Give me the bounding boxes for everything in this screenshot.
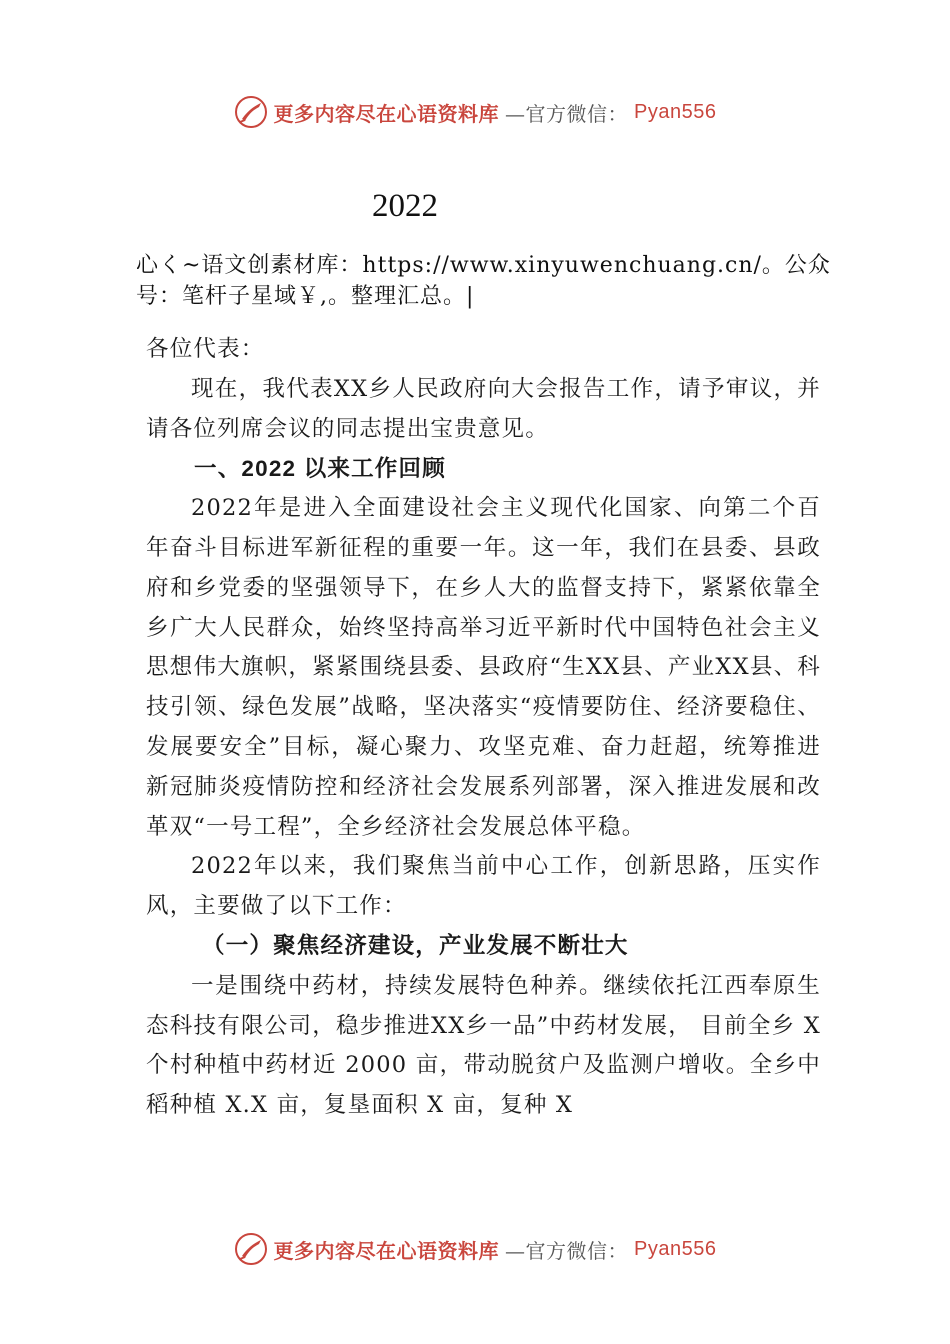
watermark-library-text: 更多内容尽在心语资料库: [273, 101, 500, 126]
paragraph-1: 2022年是进入全面建设社会主义现代化国家、向第二个百年奋斗目标进军新征程的重要一年。这一年，我们在县委、县政府和乡党委的坚强领导下，在乡人大的监督支持下，紧紧依靠全乡广大人民群众，始终坚持高举习近平新时代中国特色社会主义思想伟大旗帜，紧紧围绕县委、县政府“生XX县、产业XX县、科技引领、绿色发展”战略，坚决落实“疫情要防住、经济要稳住、发展要安全”目标，凝心聚力、攻坚克难、奋力赶超，统筹推进新冠肺炎疫情防控和经济社会发展系列部署，深入推进发展和改革双“一号工程”，全乡经济社会发展总体平稳。: [146, 495, 821, 840]
subsection-heading-1: （一）聚焦经济建设，产业发展不断壮大: [202, 932, 629, 959]
watermark-wechat-id: Pyan556: [634, 1237, 717, 1260]
document-body: [146, 330, 821, 1126]
brush-logo-icon: [234, 95, 268, 129]
brush-logo-icon: [234, 1232, 268, 1266]
watermark-wechat-label: —官方微信：: [505, 1238, 629, 1263]
intro-paragraph: 现在，我代表XX乡人民政府向大会报告工作，请予审议，并请各位列席会议的同志提出宝贵意见。: [146, 375, 821, 442]
paragraph-3: 一是围绕中药材，持续发展特色种养。继续依托江西奉原生态科技有限公司，稳步推进XX乡一品”中药材发展， 目前全乡 X 个村种植中药材近 2000 亩，带动脱贫户及监测户增收。全乡中稻种植 X.X 亩，复垦面积 X 亩，复种 X: [146, 972, 821, 1119]
source-line: 心く~语文创素材库：https://www.xinyuwenchuang.cn/。公众号：笔杆子星域￥,。整理汇总。|: [136, 253, 831, 309]
watermark-library-text: 更多内容尽在心语资料库: [273, 1238, 500, 1263]
paragraph-2: 2022年以来，我们聚焦当前中心工作，创新思路，压实作风，主要做了以下工作：: [146, 853, 821, 920]
watermark-header: [0, 95, 950, 129]
watermark-wechat-id: Pyan556: [634, 100, 717, 123]
section-heading-1: 一、2022 以来工作回顾: [194, 456, 446, 482]
greeting: 各位代表：: [146, 336, 265, 362]
watermark-footer: [0, 1232, 950, 1266]
watermark-wechat-label: —官方微信：: [505, 101, 629, 126]
page-title: 2022: [372, 188, 438, 224]
